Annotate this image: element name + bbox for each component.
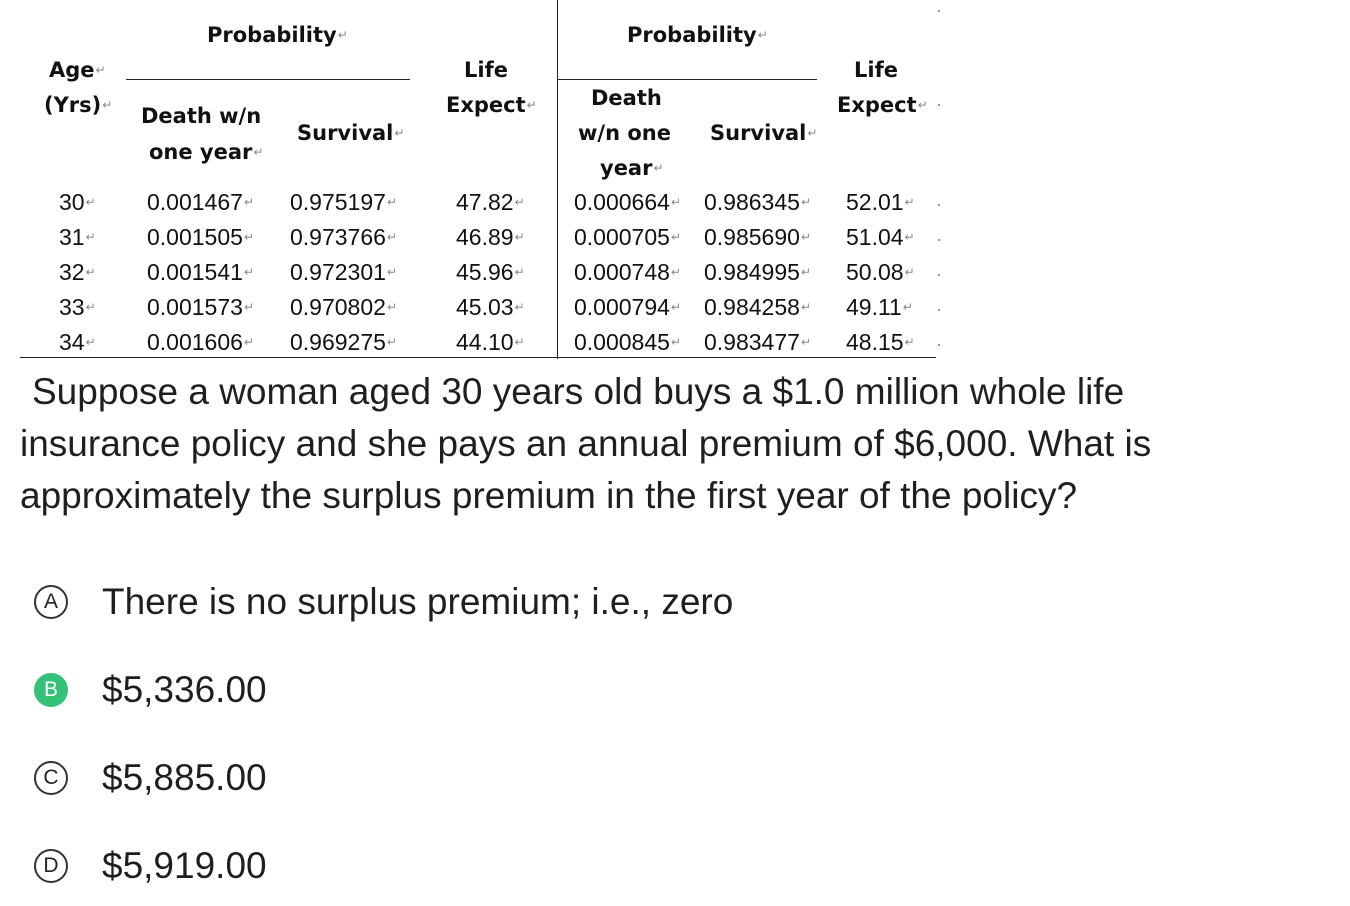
table-bottom-rule	[20, 357, 936, 358]
option-d-badge: D	[34, 849, 68, 883]
cell-life-expect: 45.96↵	[456, 259, 525, 285]
cell-life-expect: 45.03↵	[456, 294, 525, 320]
age-header-line1: Age↵	[49, 58, 106, 82]
left-life-header-line2: Expect↵	[446, 93, 537, 117]
cell-age: 31↵	[59, 224, 96, 250]
left-probability-header: Probability↵	[207, 23, 348, 47]
cell-death: 0.001573↵	[147, 294, 254, 320]
cell-death: 0.001505↵	[147, 224, 254, 250]
cell-age: 34↵	[59, 329, 96, 355]
age-header-line2: (Yrs)↵	[44, 93, 113, 117]
cell-survival: 0.973766↵	[290, 224, 397, 250]
paragraph-dot	[938, 204, 940, 206]
question-line: insurance policy and she pays an annual premium of $6,000. What is	[20, 423, 1152, 464]
cell-death: 0.001467↵	[147, 189, 254, 215]
right-survival-header: Survival↵	[710, 121, 818, 145]
group-divider	[557, 0, 558, 359]
option-b[interactable]	[34, 670, 267, 710]
cell-life-expect: 47.82↵	[456, 189, 525, 215]
paragraph-dot	[938, 104, 940, 106]
cell-life-expect-right: 48.15↵	[846, 329, 915, 355]
cell-survival-right: 0.984995↵	[704, 259, 811, 285]
option-b-text: $5,336.00	[102, 669, 267, 710]
cell-death: 0.001541↵	[147, 259, 254, 285]
left-probability-rule	[126, 79, 410, 80]
option-c-badge: C	[34, 761, 68, 795]
right-probability-rule	[558, 79, 817, 80]
paragraph-dot	[938, 239, 940, 241]
option-a-badge: A	[34, 585, 68, 619]
left-life-header-line1: Life	[464, 58, 508, 82]
cell-death: 0.001606↵	[147, 329, 254, 355]
cell-death-right: 0.000794↵	[574, 294, 681, 320]
left-survival-header: Survival↵	[297, 121, 405, 145]
cell-survival-right: 0.984258↵	[704, 294, 811, 320]
option-a[interactable]	[34, 582, 733, 622]
right-life-header-line2: Expect↵	[837, 93, 928, 117]
cell-survival: 0.970802↵	[290, 294, 397, 320]
option-b-badge-selected: B	[34, 673, 68, 707]
paragraph-dot	[938, 10, 940, 12]
cell-age: 30↵	[59, 189, 96, 215]
question-line: approximately the surplus premium in the first year of the policy?	[20, 475, 1078, 516]
cell-death-right: 0.000664↵	[574, 189, 681, 215]
option-d[interactable]	[34, 846, 267, 886]
left-death-header-line1: Death w/n	[141, 104, 262, 128]
cell-life-expect-right: 52.01↵	[846, 189, 915, 215]
paragraph-dot	[938, 309, 940, 311]
cell-life-expect-right: 50.08↵	[846, 259, 915, 285]
right-death-header-line3: year↵	[600, 156, 664, 180]
cell-death-right: 0.000705↵	[574, 224, 681, 250]
left-death-header-line2: one year↵	[149, 140, 264, 164]
option-c[interactable]	[34, 758, 267, 798]
cell-age: 32↵	[59, 259, 96, 285]
question-text	[20, 366, 1320, 522]
cell-survival-right: 0.983477↵	[704, 329, 811, 355]
cell-life-expect: 46.89↵	[456, 224, 525, 250]
cell-death-right: 0.000845↵	[574, 329, 681, 355]
cell-survival-right: 0.986345↵	[704, 189, 811, 215]
option-c-text: $5,885.00	[102, 757, 267, 798]
right-probability-header: Probability↵	[627, 23, 768, 47]
cell-life-expect: 44.10↵	[456, 329, 525, 355]
option-a-text: There is no surplus premium; i.e., zero	[102, 581, 734, 622]
cell-survival: 0.972301↵	[290, 259, 397, 285]
cell-survival-right: 0.985690↵	[704, 224, 811, 250]
question-line: Suppose a woman aged 30 years old buys a $1.0 million whole life	[32, 371, 1125, 412]
right-death-header-line1: Death	[591, 86, 662, 110]
cell-survival: 0.969275↵	[290, 329, 397, 355]
right-life-header-line1: Life	[854, 58, 898, 82]
cell-age: 33↵	[59, 294, 96, 320]
cell-life-expect-right: 51.04↵	[846, 224, 915, 250]
cell-death-right: 0.000748↵	[574, 259, 681, 285]
option-d-text: $5,919.00	[102, 845, 267, 886]
cell-survival: 0.975197↵	[290, 189, 397, 215]
right-death-header-line2: w/n one	[578, 121, 671, 145]
cell-life-expect-right: 49.11↵	[846, 294, 913, 320]
paragraph-dot	[938, 274, 940, 276]
paragraph-dot	[938, 344, 940, 346]
